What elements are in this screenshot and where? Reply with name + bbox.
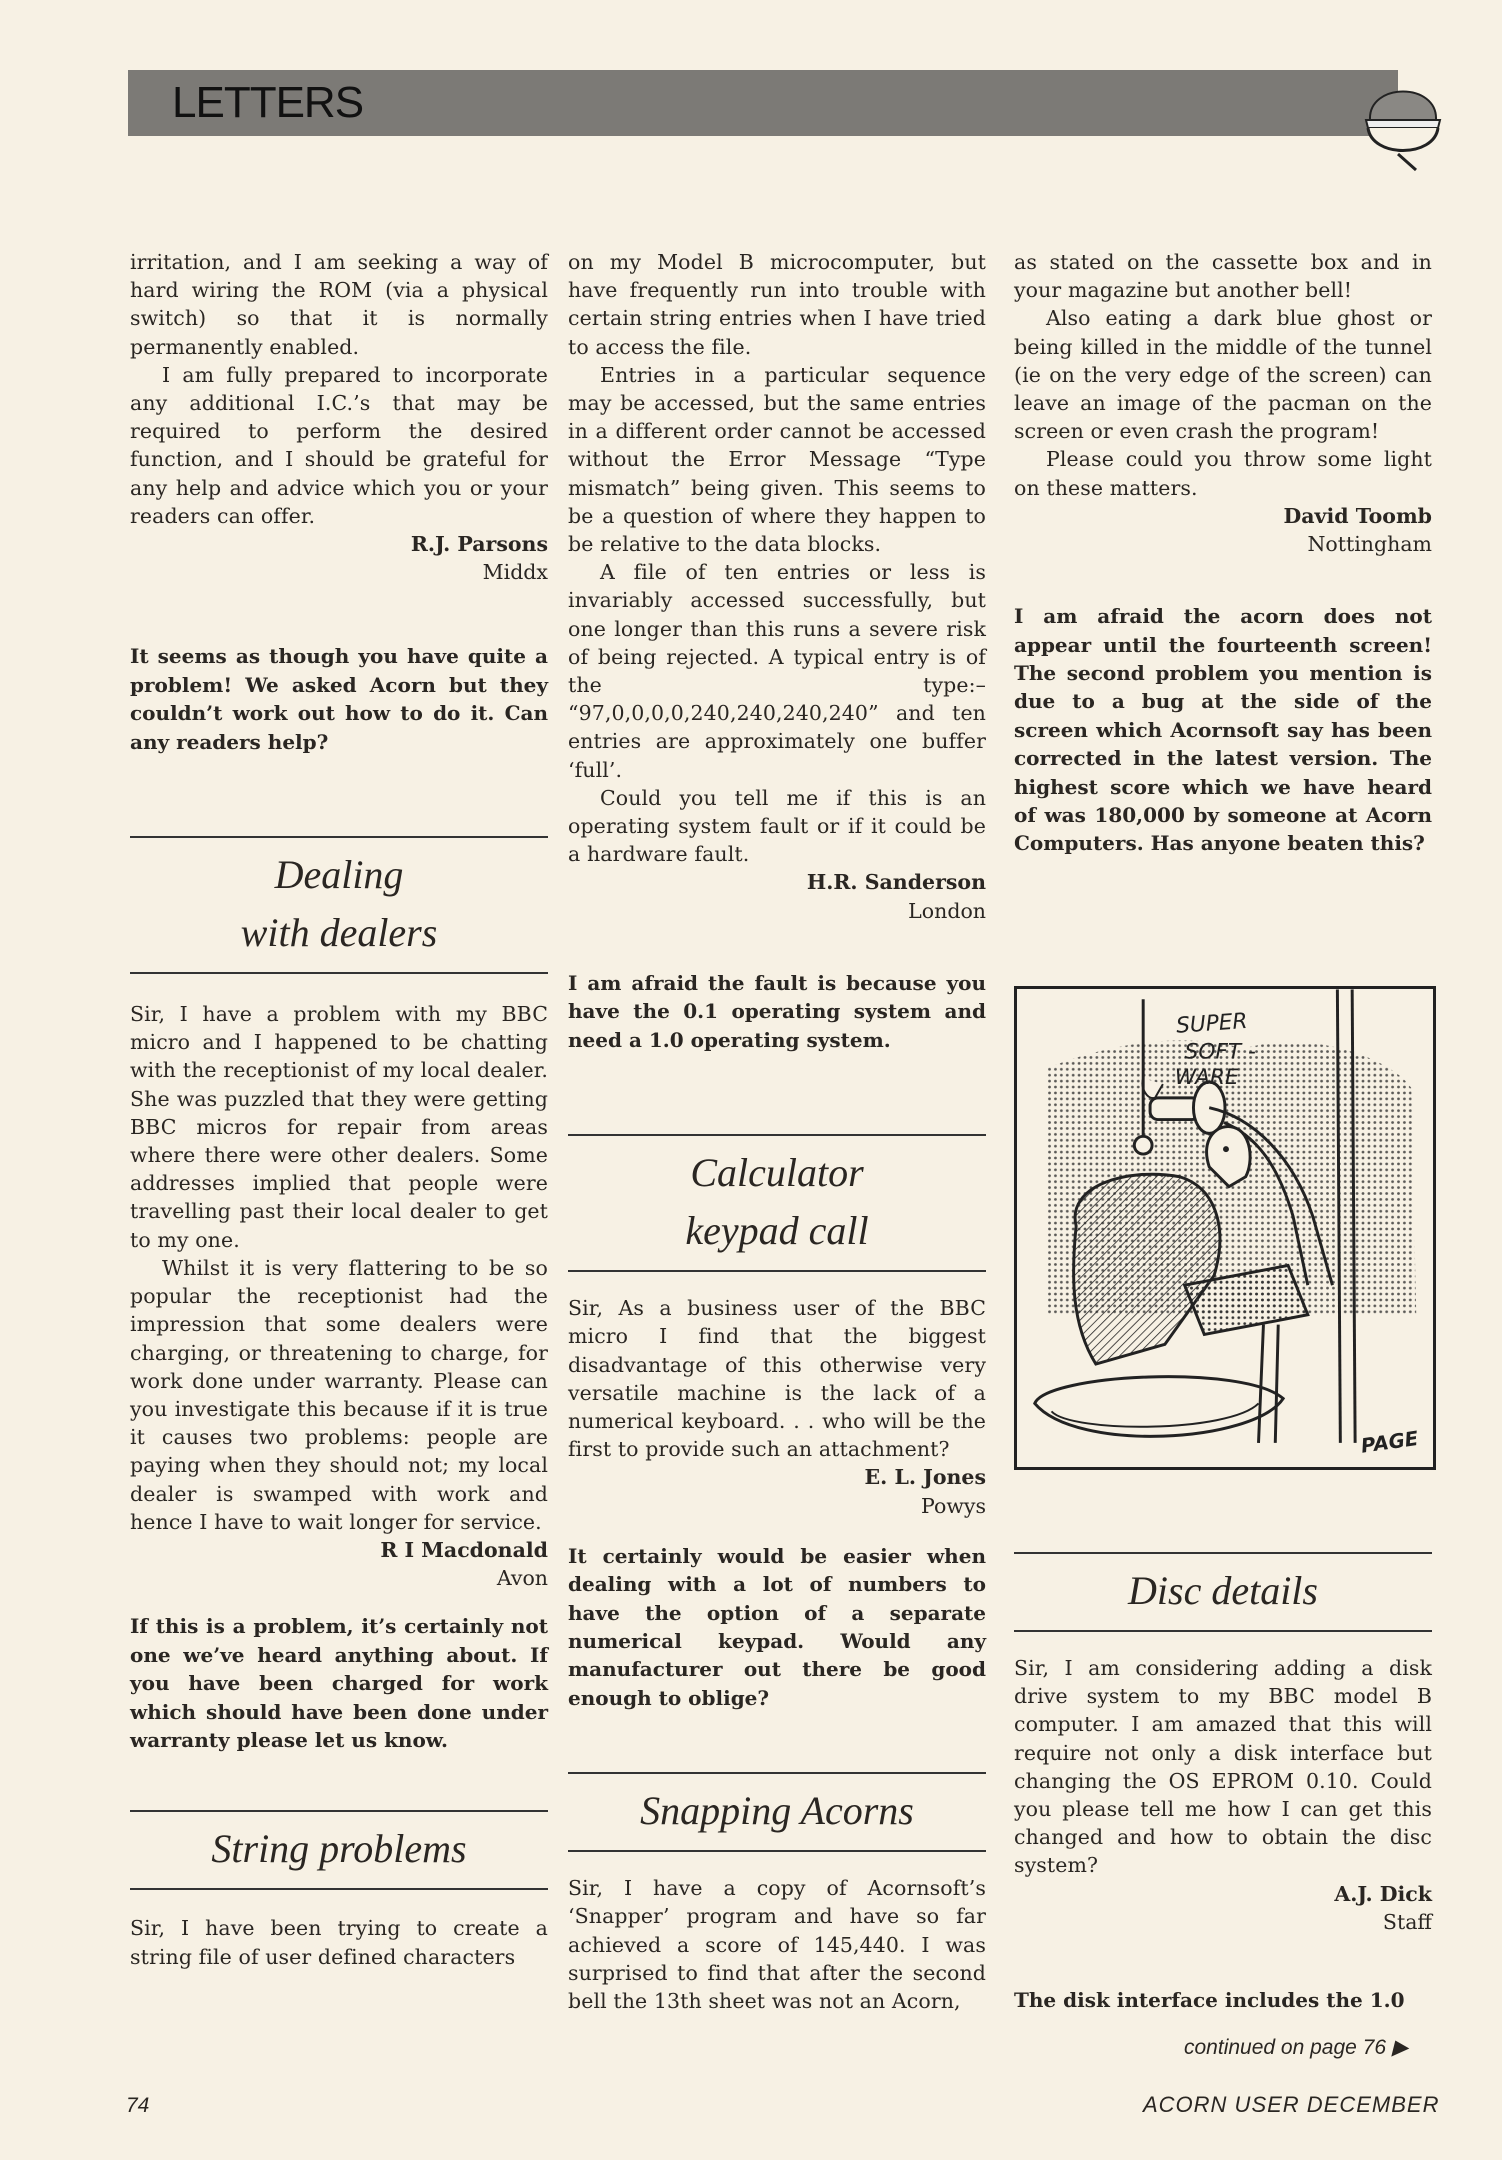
article-heading-string: [130, 1810, 548, 1890]
column-2: [568, 248, 986, 2015]
signature-place: London: [908, 898, 986, 923]
signature-place: Staff: [1382, 1909, 1432, 1934]
cartoon-caption: SUPER: [1175, 1008, 1249, 1039]
signature-name: R.J. Parsons: [410, 532, 548, 557]
cartoon-caption: WARE: [1174, 1065, 1239, 1091]
signature-place: Middx: [482, 560, 548, 585]
signature-place: Avon: [496, 1566, 548, 1591]
heading-line: Calculator: [690, 1150, 864, 1196]
letter-text: Whilst it is very flattering to be so popular the receptionist had the impression that some dealers were charging, or threatening to charge, for work done under warranty. Please can you investigate this because if it is true it causes two problems: people are paying when they should not; my local dealer is swamped with work and hence I have to wait longer for service.: [130, 1255, 548, 1534]
letter-text: Also eating a dark blue ghost or being killed in the middle of the tunnel (ie on the very edge of the screen) can leave an image of the pacman on the screen or even crash the program!: [1014, 306, 1432, 444]
signature-place: Powys: [921, 1493, 986, 1518]
editor-reply: It seems as though you have quite a problem! We asked Acorn but they couldn’t work out how to do it. Can any readers help?: [130, 644, 548, 754]
acorn-logo-icon: [1358, 62, 1448, 174]
letter-text: Could you tell me if this is an operating system fault or if it could be a hardware fault.: [568, 785, 986, 867]
continued-link: continued on page 76 ▶: [1184, 2036, 1408, 2059]
page-number: 74: [126, 2094, 150, 2117]
signature-name: H.R. Sanderson: [806, 870, 986, 895]
signature: [130, 530, 548, 586]
signature-name: R I Macdonald: [380, 1537, 548, 1562]
signature-name: A.J. Dick: [1334, 1881, 1432, 1906]
magazine-footer: ACORN USER DECEMBER: [1143, 2092, 1440, 2117]
letter-text: as stated on the cassette box and in your magazine but another bell!: [1014, 250, 1432, 303]
column-3: [1014, 248, 1432, 858]
heading-line: Snapping Acorns: [640, 1788, 914, 1834]
cartoon-illustration: [1014, 986, 1436, 1470]
heading-line: keypad call: [685, 1208, 869, 1254]
signature-name: David Toomb: [1283, 503, 1432, 528]
signature-name: E. L. Jones: [864, 1465, 986, 1490]
letter-text: on my Model B microcomputer, but have frequently run into trouble with certain string entries when I have tried to access the file.: [568, 250, 986, 359]
cartoon-signature: PAGE: [1359, 1426, 1420, 1458]
signature: [1014, 1880, 1432, 1936]
article-heading-calculator: [568, 1134, 986, 1272]
heading-line: Dealing: [274, 852, 404, 898]
letter-text: I am fully prepared to incorporate any additional I.C.’s that may be required to perform the desired function, and I should be grateful for any help and advice which you or your readers can offer.: [130, 362, 548, 528]
article-heading-dealers: [130, 836, 548, 974]
letter-text: Sir, I have a problem with my BBC micro and I happened to be chatting with the receptionist of my local dealer. She was puzzled that they were getting BBC micros for repair from areas where there were other dealers. Some addresses implied that people were travelling past their local dealer to get to my one.: [130, 1002, 548, 1252]
cartoon-caption: SOFT -: [1184, 1039, 1256, 1065]
editor-reply: I am afraid the acorn does not appear until the fourteenth screen! The second problem you mention is due to a bug at the side of the screen which Acornsoft say has been corrected in the latest version. The highest score which we have heard of was 180,000 by someone at Acorn Computers. Has anyone beaten this?: [1014, 604, 1432, 856]
editor-reply: If this is a problem, it’s certainly not one we’ve heard anything about. If you have been charged for work which should have been done under warranty please let us know.: [130, 1614, 548, 1752]
letter-text: Sir, I have a copy of Acornsoft’s ‘Snapper’ program and have so far achieved a score of 145,440. I was surprised to find that after the second bell the 13th sheet was not an Acorn,: [568, 1876, 986, 2013]
signature: [1014, 502, 1432, 558]
signature: [130, 1536, 548, 1592]
heading-line: Disc details: [1128, 1568, 1318, 1613]
editor-reply: The disk interface includes the 1.0: [1014, 1988, 1405, 2013]
letter-text: Sir, As a business user of the BBC micro I find that the biggest disadvantage of this otherwise very versatile machine is the lack of a numerical keyboard. . . who will be the first to provide such an attachment?: [568, 1296, 986, 1462]
editor-reply: I am afraid the fault is because you have the 0.1 operating system and need a 1.0 operating system.: [568, 970, 986, 1052]
column-1: [130, 248, 548, 1971]
letter-text: A file of ten entries or less is invariably accessed successfully, but one longer than this runs a severe risk of being rejected. A typical entry is of the type:– “97,0,0,0,0,240,240,240,240” and ten entries are approximately one buffer ‘full’.: [568, 560, 986, 782]
section-title: LETTERS: [172, 78, 364, 127]
signature: [568, 1463, 986, 1519]
letter-text: Sir, I have been trying to create a string file of user defined characters: [130, 1916, 548, 1969]
heading-line: String problems: [211, 1826, 467, 1872]
heading-line: with dealers: [240, 910, 438, 956]
letter-text: Please could you throw some light on these matters.: [1014, 447, 1432, 500]
signature: [568, 868, 986, 924]
letter-text: irritation, and I am seeking a way of hard wiring the ROM (via a physical switch) so that it is normally permanently enabled.: [130, 250, 548, 359]
signature-place: Nottingham: [1307, 532, 1432, 557]
letter-text: Entries in a particular sequence may be accessed, but the same entries in a different order cannot be accessed without the Error Message “Type mismatch” being given. This seems to be a question of where they happen to be relative to the data blocks.: [568, 362, 986, 557]
article-heading-snapping: [568, 1772, 986, 1852]
letter-text: Sir, I am considering adding a disk drive system to my BBC model B computer. I am amazed that this will require not only a disk interface but changing the OS EPROM 0.10. Could you please tell me how I can get this changed and how to obtain the disc system?: [1014, 1656, 1432, 1878]
article-heading-disc: [1014, 1552, 1432, 1632]
editor-reply: It certainly would be easier when dealing with a lot of numbers to have the option of a separate numerical keypad. Would any manufacturer out there be good enough to oblige?: [568, 1543, 986, 1710]
column-3-lower: [1014, 1552, 1432, 2014]
